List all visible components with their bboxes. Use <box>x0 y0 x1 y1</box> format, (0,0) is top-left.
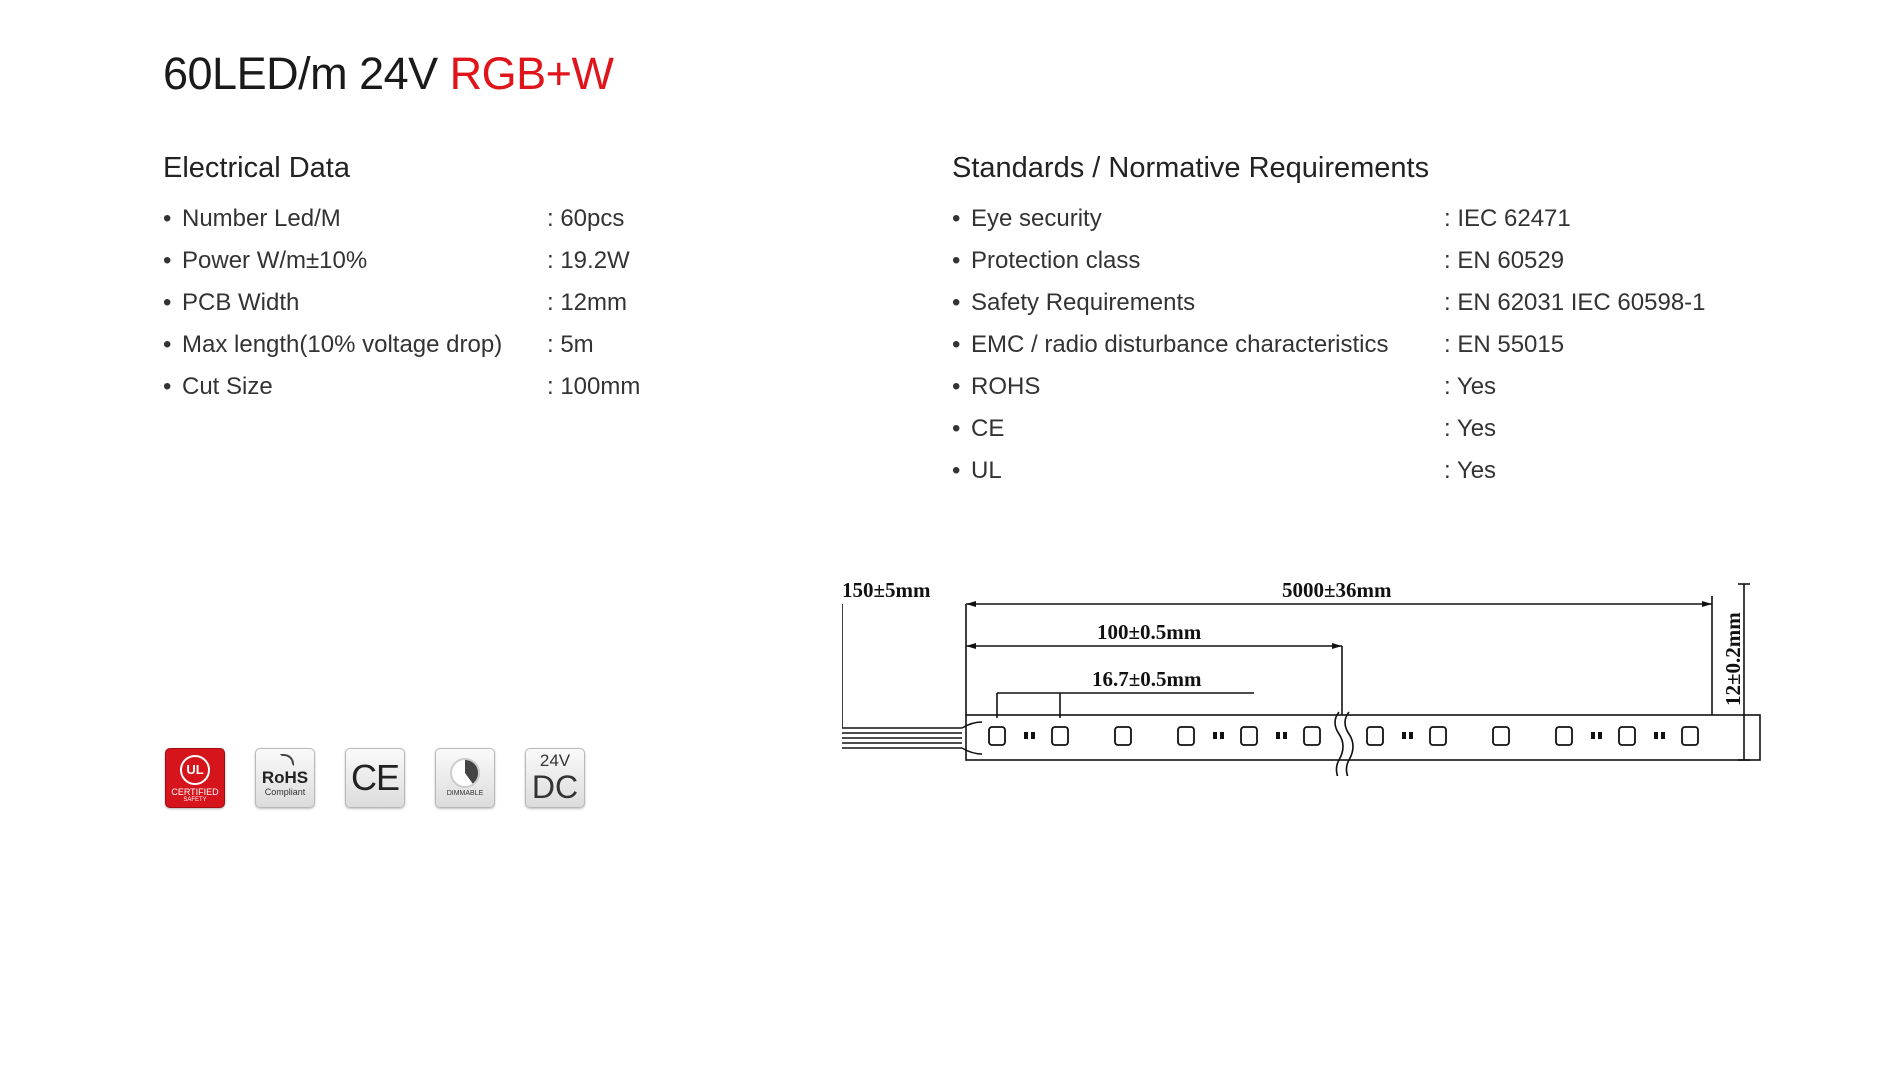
bullet: • <box>952 373 961 400</box>
bullet: • <box>163 331 172 358</box>
bullet: • <box>952 331 961 358</box>
spec-value: : Yes <box>1444 373 1497 400</box>
standards-row-emc <box>952 324 1752 366</box>
width-label: 12±0.2mm <box>1721 612 1745 706</box>
bullet: • <box>163 289 172 316</box>
spec-value: : Yes <box>1444 415 1497 442</box>
standards-row-rohs <box>952 366 1752 408</box>
led-strip-dimension-drawing <box>842 576 1762 776</box>
spec-label: Protection class <box>971 247 1141 274</box>
standards-row-ce <box>952 408 1752 450</box>
electrical-row-max-length <box>163 324 723 366</box>
spec-value: : IEC 62471 <box>1444 205 1571 232</box>
dc-text: DC <box>531 769 579 805</box>
electrical-row-cut-size <box>163 366 723 408</box>
ce-icon <box>345 748 405 808</box>
bullet: • <box>952 205 961 232</box>
spec-label: ROHS <box>971 373 1041 400</box>
spec-label: Max length(10% voltage drop) <box>182 331 503 358</box>
spec-label: EMC / radio disturbance characteristics <box>971 331 1389 358</box>
spec-label: Cut Size <box>182 373 273 400</box>
spec-label: Eye security <box>971 205 1102 232</box>
bullet: • <box>952 457 961 484</box>
spec-value: : 5m <box>547 331 594 358</box>
lead-length-label: 150±5mm <box>842 578 931 602</box>
spec-value: : EN 55015 <box>1444 331 1565 358</box>
ul-certified-text: CERTIFIED <box>171 787 219 797</box>
bullet: • <box>163 205 172 232</box>
standards-section <box>952 148 1752 492</box>
electrical-row-power <box>163 240 723 282</box>
spec-value: : 60pcs <box>547 205 625 232</box>
dc-24v-icon <box>525 748 585 808</box>
dc-voltage-text: 24V <box>539 751 571 770</box>
electrical-data-list <box>163 198 723 408</box>
spec-label: Number Led/M <box>182 205 341 232</box>
total-length-label: 5000±36mm <box>1282 578 1392 602</box>
bullet: • <box>163 373 172 400</box>
ul-certified-icon <box>165 748 225 808</box>
rohs-icon <box>255 748 315 808</box>
spec-value: : 12mm <box>547 289 628 316</box>
spec-label: PCB Width <box>182 289 300 316</box>
spec-label: CE <box>971 415 1005 442</box>
standards-row-ul <box>952 450 1752 492</box>
title-accent: RGB+W <box>449 48 614 99</box>
rohs-mark: RoHS <box>261 768 309 787</box>
standards-row-safety <box>952 282 1752 324</box>
spec-value: : EN 60529 <box>1444 247 1565 274</box>
standards-row-eye-security <box>952 198 1752 240</box>
leaf-icon <box>280 754 294 766</box>
bullet: • <box>952 247 961 274</box>
product-title <box>163 48 613 100</box>
ce-mark: CE <box>350 757 399 798</box>
spec-value: : 19.2W <box>547 247 630 274</box>
ul-mark: UL <box>180 755 210 785</box>
spec-value: : EN 62031 IEC 60598-1 <box>1444 289 1706 316</box>
electrical-data-section <box>163 148 723 408</box>
spec-label: Safety Requirements <box>971 289 1196 316</box>
standards-list <box>952 198 1752 492</box>
electrical-row-pcb-width <box>163 282 723 324</box>
spec-label: Power W/m±10% <box>182 247 368 274</box>
bullet: • <box>163 247 172 274</box>
spec-label: UL <box>971 457 1002 484</box>
spec-value: : Yes <box>1444 457 1497 484</box>
standards-heading: Standards / Normative Requirements <box>952 152 1430 184</box>
ul-safety-text: SAFETY <box>183 797 207 803</box>
bullet: • <box>952 289 961 316</box>
title-main: 60LED/m 24V <box>163 48 438 99</box>
cut-size-label: 100±0.5mm <box>1097 620 1202 644</box>
rohs-compliant-text: Compliant <box>264 787 306 797</box>
electrical-row-number-led <box>163 198 723 240</box>
dimmer-disc-icon <box>450 758 480 788</box>
dimmable-text: DIMMABLE <box>446 790 484 797</box>
dimmable-icon <box>435 748 495 808</box>
standards-row-protection-class <box>952 240 1752 282</box>
spec-value: : 100mm <box>547 373 641 400</box>
electrical-data-heading: Electrical Data <box>163 152 350 184</box>
bullet: • <box>952 415 961 442</box>
led-pitch-label: 16.7±0.5mm <box>1092 667 1202 691</box>
